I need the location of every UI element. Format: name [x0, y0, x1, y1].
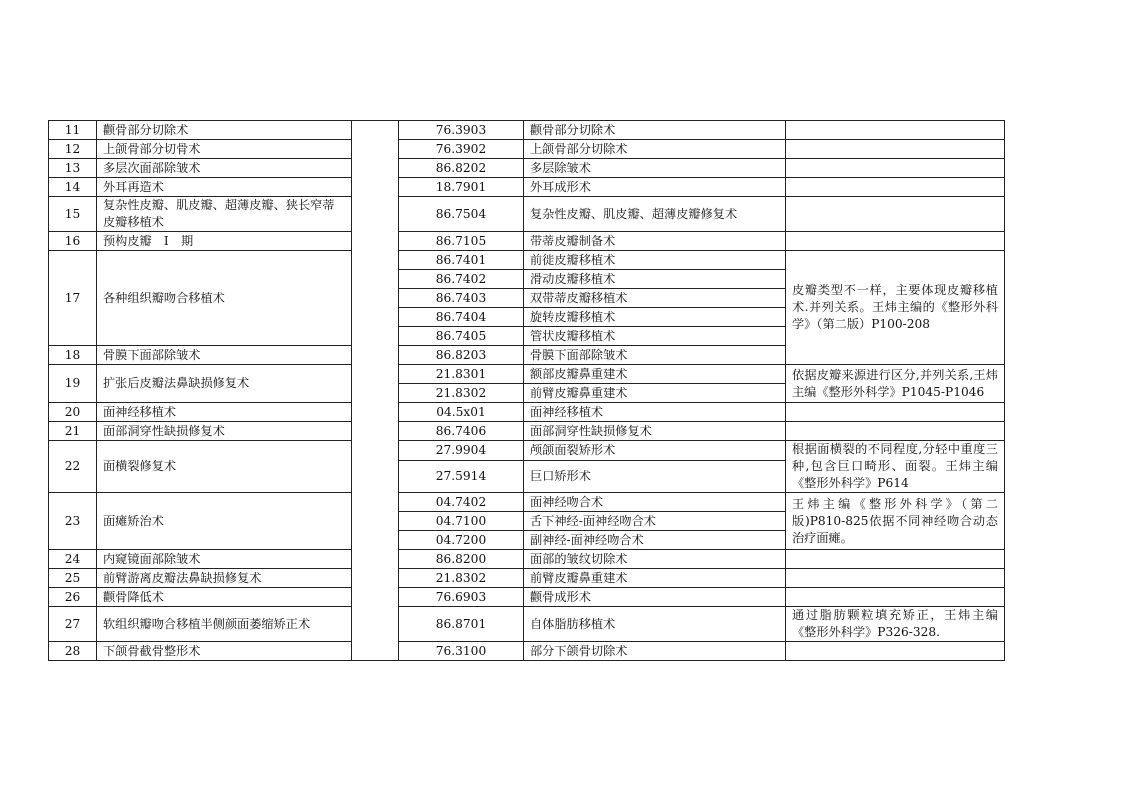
procedure-name: 颧骨降低术 — [97, 588, 352, 607]
note-cell — [786, 197, 1005, 232]
note-cell: 依据皮瓣来源进行区分,并列关系,王炜主编《整形外科学》P1045-P1046 — [786, 365, 1005, 403]
code-cell: 76.3902 — [399, 140, 524, 159]
row-number: 24 — [49, 550, 97, 569]
row-number: 25 — [49, 569, 97, 588]
mapped-procedure: 面部洞穿性缺损修复术 — [524, 422, 786, 441]
mapped-procedure: 面神经移植术 — [524, 403, 786, 422]
table-row — [49, 159, 1005, 178]
note-cell — [786, 232, 1005, 251]
table-row — [49, 642, 1005, 661]
note-cell — [786, 140, 1005, 159]
code-cell: 27.5914 — [399, 460, 524, 492]
code-cell: 86.7504 — [399, 197, 524, 232]
note-cell: 皮瓣类型不一样，主要体现皮瓣移植术.并列关系。王炜主编的《整形外科学》（第二版）P100-208 — [786, 251, 1005, 365]
table-row — [49, 232, 1005, 251]
note-cell — [786, 588, 1005, 607]
mapped-procedure: 双带蒂皮瓣移植术 — [524, 289, 786, 308]
row-number: 28 — [49, 642, 97, 661]
table-row — [49, 140, 1005, 159]
code-cell: 76.6903 — [399, 588, 524, 607]
mapped-procedure: 部分下颌骨切除术 — [524, 642, 786, 661]
procedure-name: 内窥镜面部除皱术 — [97, 550, 352, 569]
code-cell: 86.7403 — [399, 289, 524, 308]
mapped-procedure: 管状皮瓣移植术 — [524, 327, 786, 346]
row-number: 23 — [49, 493, 97, 550]
table-row — [49, 422, 1005, 441]
procedure-name: 多层次面部除皱术 — [97, 159, 352, 178]
note-cell: 王炜主编《整形外科学》（第二版)P810-825依据不同神经吻合动态治疗面瘫。 — [786, 493, 1005, 550]
procedure-name: 面神经移植术 — [97, 403, 352, 422]
table-row — [49, 441, 1005, 461]
table-row — [49, 569, 1005, 588]
table-row — [49, 493, 1005, 512]
mapped-procedure: 复杂性皮瓣、肌皮瓣、超薄皮瓣修复术 — [524, 197, 786, 232]
row-number: 20 — [49, 403, 97, 422]
note-cell — [786, 159, 1005, 178]
code-cell: 04.7100 — [399, 512, 524, 531]
table-row — [49, 251, 1005, 270]
procedure-name: 骨膜下面部除皱术 — [97, 346, 352, 365]
procedure-name: 上颌骨部分切骨术 — [97, 140, 352, 159]
mapped-procedure: 带蒂皮瓣制备术 — [524, 232, 786, 251]
mapped-procedure: 巨口矫形术 — [524, 460, 786, 492]
code-cell: 04.5x01 — [399, 403, 524, 422]
note-cell — [786, 178, 1005, 197]
code-cell: 86.7405 — [399, 327, 524, 346]
mapped-procedure: 骨膜下面部除皱术 — [524, 346, 786, 365]
procedure-name: 下颌骨截骨整形术 — [97, 642, 352, 661]
table-row — [49, 403, 1005, 422]
note-cell — [786, 422, 1005, 441]
code-cell: 18.7901 — [399, 178, 524, 197]
mapped-procedure: 舌下神经-面神经吻合术 — [524, 512, 786, 531]
table-row — [49, 588, 1005, 607]
mapped-procedure: 前臂皮瓣鼻重建术 — [524, 569, 786, 588]
row-number: 18 — [49, 346, 97, 365]
mapped-procedure: 滑动皮瓣移植术 — [524, 270, 786, 289]
table-row — [49, 365, 1005, 384]
code-cell: 86.7401 — [399, 251, 524, 270]
row-number: 27 — [49, 607, 97, 642]
code-cell: 86.8200 — [399, 550, 524, 569]
row-number: 16 — [49, 232, 97, 251]
procedure-mapping-table — [48, 120, 1005, 661]
code-cell: 21.8302 — [399, 569, 524, 588]
code-cell: 86.8203 — [399, 346, 524, 365]
procedure-name: 颧骨部分切除术 — [97, 121, 352, 140]
code-cell: 21.8301 — [399, 365, 524, 384]
procedure-name: 各种组织瓣吻合移植术 — [97, 251, 352, 346]
note-cell — [786, 642, 1005, 661]
row-number: 14 — [49, 178, 97, 197]
code-cell: 86.8701 — [399, 607, 524, 642]
mapped-procedure: 外耳成形术 — [524, 178, 786, 197]
mapped-procedure: 颧骨部分切除术 — [524, 121, 786, 140]
mapped-procedure: 副神经-面神经吻合术 — [524, 531, 786, 550]
mapped-procedure: 自体脂肪移植术 — [524, 607, 786, 642]
mapped-procedure: 前徙皮瓣移植术 — [524, 251, 786, 270]
table-row — [49, 197, 1005, 232]
procedure-name: 面瘫矫治术 — [97, 493, 352, 550]
code-cell: 86.7105 — [399, 232, 524, 251]
procedure-name: 预构皮瓣 Ⅰ 期 — [97, 232, 352, 251]
mapped-procedure: 额部皮瓣鼻重建术 — [524, 365, 786, 384]
row-number: 12 — [49, 140, 97, 159]
code-cell: 86.7406 — [399, 422, 524, 441]
row-number: 22 — [49, 441, 97, 493]
procedure-name: 软组织瓣吻合移植半侧颜面萎缩矫正术 — [97, 607, 352, 642]
note-cell — [786, 569, 1005, 588]
note-cell — [786, 403, 1005, 422]
code-cell: 86.7404 — [399, 308, 524, 327]
table-row — [49, 121, 1005, 140]
mapped-procedure: 多层除皱术 — [524, 159, 786, 178]
mapped-procedure: 前臂皮瓣鼻重建术 — [524, 384, 786, 403]
row-number: 11 — [49, 121, 97, 140]
mapped-procedure: 上颌骨部分切除术 — [524, 140, 786, 159]
mapped-procedure: 旋转皮瓣移植术 — [524, 308, 786, 327]
code-cell: 21.8302 — [399, 384, 524, 403]
row-number: 19 — [49, 365, 97, 403]
row-number: 13 — [49, 159, 97, 178]
procedure-name: 扩张后皮瓣法鼻缺损修复术 — [97, 365, 352, 403]
procedure-name: 外耳再造术 — [97, 178, 352, 197]
row-number: 26 — [49, 588, 97, 607]
code-cell: 04.7402 — [399, 493, 524, 512]
note-cell: 根据面横裂的不同程度,分轻中重度三种,包含巨口畸形、面裂。王炜主编《整形外科学》P614 — [786, 441, 1005, 493]
mapped-procedure: 颧骨成形术 — [524, 588, 786, 607]
mapped-procedure: 面部的皱纹切除术 — [524, 550, 786, 569]
code-cell: 27.9904 — [399, 441, 524, 461]
mapped-procedure: 颅颌面裂矫形术 — [524, 441, 786, 461]
note-cell — [786, 121, 1005, 140]
procedure-name: 面横裂修复术 — [97, 441, 352, 493]
table-row — [49, 550, 1005, 569]
row-number: 15 — [49, 197, 97, 232]
note-cell: 通过脂肪颗粒填充矫正，王炜主编《整形外科学》P326-328. — [786, 607, 1005, 642]
code-cell: 04.7200 — [399, 531, 524, 550]
mapped-procedure: 面神经吻合术 — [524, 493, 786, 512]
procedure-name: 复杂性皮瓣、肌皮瓣、超薄皮瓣、狭长窄蒂皮瓣移植术 — [97, 197, 352, 232]
code-cell: 76.3903 — [399, 121, 524, 140]
row-number: 17 — [49, 251, 97, 346]
note-cell — [786, 550, 1005, 569]
row-number: 21 — [49, 422, 97, 441]
table-row — [49, 607, 1005, 642]
table-row — [49, 178, 1005, 197]
code-cell: 76.3100 — [399, 642, 524, 661]
procedure-name: 面部洞穿性缺损修复术 — [97, 422, 352, 441]
code-cell: 86.8202 — [399, 159, 524, 178]
procedure-name: 前臂游离皮瓣法鼻缺损修复术 — [97, 569, 352, 588]
column-spacer — [352, 121, 399, 661]
code-cell: 86.7402 — [399, 270, 524, 289]
